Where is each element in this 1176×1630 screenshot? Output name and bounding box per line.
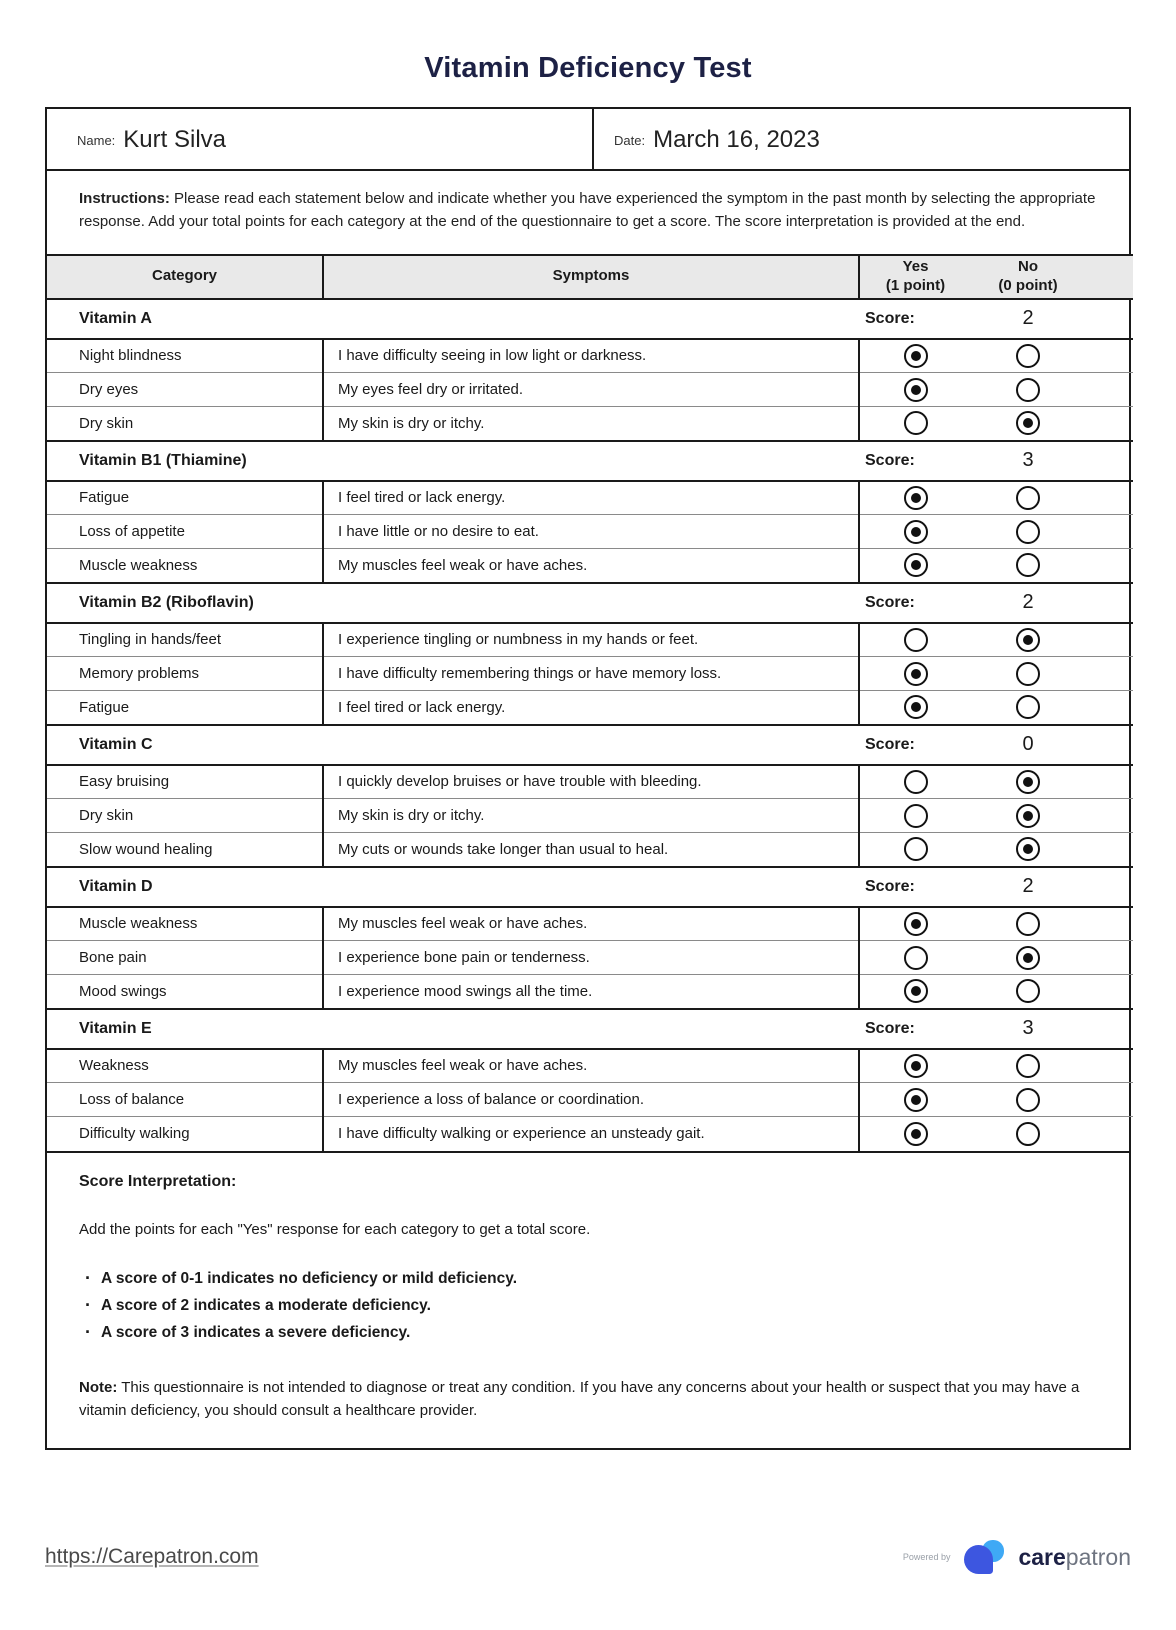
no-cell — [971, 941, 1133, 975]
interpretation-bullet: · A score of 2 indicates a moderate deficiency. — [79, 1297, 1097, 1315]
symptom-text: I quickly develop bruises or have trouble with bleeding. — [323, 765, 859, 799]
yes-radio[interactable] — [904, 486, 928, 510]
no-radio[interactable] — [1016, 662, 1040, 686]
yes-cell — [859, 623, 971, 657]
score-label: Score: — [859, 583, 971, 623]
page-title: Vitamin Deficiency Test — [424, 52, 752, 84]
section-name: Vitamin C — [47, 725, 859, 765]
header-yes-line1: Yes — [902, 257, 929, 275]
symptom-text: My muscles feel weak or have aches. — [323, 907, 859, 941]
section-header-row — [47, 583, 1133, 623]
symptom-row — [47, 373, 1133, 407]
header-no-line2: (0 point) — [998, 276, 1058, 294]
yes-radio[interactable] — [904, 1054, 928, 1078]
score-label: Score: — [859, 725, 971, 765]
no-cell — [971, 373, 1133, 407]
symptom-category: Difficulty walking — [47, 1117, 323, 1151]
yes-cell — [859, 515, 971, 549]
yes-radio[interactable] — [904, 837, 928, 861]
no-cell — [971, 907, 1133, 941]
no-radio[interactable] — [1016, 1088, 1040, 1112]
score-value: 2 — [971, 867, 1133, 907]
interpretation-bullet: · A score of 0-1 indicates no deficiency or mild deficiency. — [79, 1270, 1097, 1288]
symptom-text: I experience a loss of balance or coordination. — [323, 1083, 859, 1117]
yes-radio[interactable] — [904, 344, 928, 368]
symptom-row — [47, 623, 1133, 657]
yes-cell — [859, 833, 971, 867]
brand-patron-text: patron — [1065, 1543, 1131, 1570]
yes-cell — [859, 941, 971, 975]
symptom-category: Fatigue — [47, 481, 323, 515]
no-cell — [971, 1049, 1133, 1083]
yes-cell — [859, 407, 971, 441]
no-radio[interactable] — [1016, 979, 1040, 1003]
symptom-row — [47, 907, 1133, 941]
no-cell — [971, 1083, 1133, 1117]
no-radio[interactable] — [1016, 770, 1040, 794]
section-header-row — [47, 1009, 1133, 1049]
symptom-category: Dry eyes — [47, 373, 323, 407]
symptom-text: My skin is dry or itchy. — [323, 799, 859, 833]
no-cell — [971, 407, 1133, 441]
date-label: Date: — [614, 132, 646, 148]
yes-radio[interactable] — [904, 695, 928, 719]
name-label: Name: — [77, 132, 116, 148]
symptom-category: Dry skin — [47, 799, 323, 833]
no-radio[interactable] — [1016, 553, 1040, 577]
score-value: 2 — [971, 299, 1133, 339]
yes-cell — [859, 373, 971, 407]
no-radio[interactable] — [1016, 695, 1040, 719]
no-radio[interactable] — [1016, 344, 1040, 368]
symptom-text: I feel tired or lack energy. — [323, 481, 859, 515]
no-radio[interactable] — [1016, 946, 1040, 970]
symptom-text: I have difficulty remembering things or have memory loss. — [323, 657, 859, 691]
symptom-category: Muscle weakness — [47, 549, 323, 583]
symptom-category: Mood swings — [47, 975, 323, 1009]
brand-wordmark — [1018, 1544, 1131, 1571]
score-label: Score: — [859, 1009, 971, 1049]
yes-radio[interactable] — [904, 662, 928, 686]
no-radio[interactable] — [1016, 628, 1040, 652]
yes-cell — [859, 339, 971, 373]
score-value: 3 — [971, 1009, 1133, 1049]
yes-cell — [859, 549, 971, 583]
symptom-row — [47, 833, 1133, 867]
name-date-row — [47, 109, 1129, 171]
no-cell — [971, 515, 1133, 549]
interpretation-bullet: · A score of 3 indicates a severe deficiency. — [79, 1324, 1097, 1342]
no-radio[interactable] — [1016, 837, 1040, 861]
symptom-category: Weakness — [47, 1049, 323, 1083]
no-radio[interactable] — [1016, 804, 1040, 828]
yes-cell — [859, 907, 971, 941]
header-symptoms: Symptoms — [323, 255, 859, 299]
note-body: This questionnaire is not intended to diagnose or treat any condition. If you have any concerns about your health or suspect that you may have a vitamin deficiency, you should consult a healthcare provider. — [79, 1378, 1080, 1419]
yes-radio[interactable] — [904, 770, 928, 794]
symptom-text: I have little or no desire to eat. — [323, 515, 859, 549]
note-text — [79, 1376, 1097, 1423]
no-radio[interactable] — [1016, 486, 1040, 510]
score-label: Score: — [859, 867, 971, 907]
no-radio[interactable] — [1016, 912, 1040, 936]
symptom-text: My cuts or wounds take longer than usual to heal. — [323, 833, 859, 867]
yes-cell — [859, 799, 971, 833]
symptom-row — [47, 657, 1133, 691]
interpretation-bullet-list — [79, 1270, 1097, 1342]
interpretation-intro: Add the points for each "Yes" response for each category to get a total score. — [79, 1220, 591, 1238]
score-label: Score: — [859, 441, 971, 481]
form-container — [45, 107, 1131, 1450]
no-cell — [971, 833, 1133, 867]
yes-cell — [859, 975, 971, 1009]
symptom-category: Night blindness — [47, 339, 323, 373]
symptom-text: I have difficulty seeing in low light or darkness. — [323, 339, 859, 373]
score-value: 0 — [971, 725, 1133, 765]
no-radio[interactable] — [1016, 520, 1040, 544]
section-header-row — [47, 725, 1133, 765]
no-cell — [971, 765, 1133, 799]
symptom-text: My muscles feel weak or have aches. — [323, 549, 859, 583]
yes-cell — [859, 1049, 971, 1083]
note-label: Note: — [79, 1378, 118, 1396]
header-no — [971, 255, 1133, 299]
symptom-text: I experience tingling or numbness in my hands or feet. — [323, 623, 859, 657]
header-yes — [859, 255, 971, 299]
yes-cell — [859, 1083, 971, 1117]
score-value: 3 — [971, 441, 1133, 481]
section-header-row — [47, 299, 1133, 339]
no-cell — [971, 481, 1133, 515]
powered-by-label: Powered by — [902, 1552, 951, 1562]
symptom-category: Easy bruising — [47, 765, 323, 799]
no-cell — [971, 339, 1133, 373]
no-radio[interactable] — [1016, 1054, 1040, 1078]
yes-radio[interactable] — [904, 979, 928, 1003]
yes-radio[interactable] — [904, 378, 928, 402]
section-name: Vitamin E — [47, 1009, 859, 1049]
symptom-row — [47, 1117, 1133, 1151]
symptom-text: My eyes feel dry or irritated. — [323, 373, 859, 407]
symptom-row — [47, 799, 1133, 833]
symptom-category: Fatigue — [47, 691, 323, 725]
section-header-row — [47, 867, 1133, 907]
instructions-body: Please read each statement below and indicate whether you have experienced the symptom in the past month by selecting the appropriate response. Add your total points for each category at the end of the questionnaire to get a score. The score interpretation is provided at the end. — [79, 190, 1096, 231]
yes-cell — [859, 481, 971, 515]
header-category: Category — [47, 255, 323, 299]
no-cell — [971, 691, 1133, 725]
yes-radio[interactable] — [904, 411, 928, 435]
symptom-row — [47, 481, 1133, 515]
section-name: Vitamin D — [47, 867, 859, 907]
symptom-text: My skin is dry or itchy. — [323, 407, 859, 441]
section-header-row — [47, 441, 1133, 481]
symptom-row — [47, 339, 1133, 373]
no-cell — [971, 657, 1133, 691]
no-cell — [971, 623, 1133, 657]
yes-radio[interactable] — [904, 912, 928, 936]
symptom-row — [47, 407, 1133, 441]
table-header-row — [47, 255, 1133, 299]
yes-cell — [859, 1117, 971, 1151]
carepatron-link[interactable]: https://Carepatron.com — [45, 1545, 259, 1568]
symptom-category: Loss of balance — [47, 1083, 323, 1117]
yes-radio[interactable] — [904, 553, 928, 577]
instructions-label: Instructions: — [79, 190, 170, 207]
section-name: Vitamin A — [47, 299, 859, 339]
name-value[interactable]: Kurt Silva — [123, 126, 226, 153]
symptom-text: I experience mood swings all the time. — [323, 975, 859, 1009]
carepatron-brand — [903, 1538, 1131, 1576]
yes-cell — [859, 691, 971, 725]
symptom-text: My muscles feel weak or have aches. — [323, 1049, 859, 1083]
header-yes-line2: (1 point) — [885, 276, 946, 294]
name-field[interactable] — [47, 109, 592, 169]
no-radio[interactable] — [1016, 1122, 1040, 1146]
no-cell — [971, 1117, 1133, 1151]
score-value: 2 — [971, 583, 1133, 623]
symptom-text: I experience bone pain or tenderness. — [323, 941, 859, 975]
symptom-category: Muscle weakness — [47, 907, 323, 941]
no-radio[interactable] — [1016, 411, 1040, 435]
yes-cell — [859, 765, 971, 799]
symptom-text: I feel tired or lack energy. — [323, 691, 859, 725]
symptom-row — [47, 765, 1133, 799]
questionnaire-table — [47, 254, 1133, 1151]
header-no-line1: No — [1018, 257, 1038, 275]
date-field[interactable] — [592, 109, 1129, 169]
yes-radio[interactable] — [904, 520, 928, 544]
yes-radio[interactable] — [904, 1088, 928, 1112]
symptom-row — [47, 941, 1133, 975]
symptom-row — [47, 975, 1133, 1009]
symptom-category: Tingling in hands/feet — [47, 623, 323, 657]
symptom-category: Loss of appetite — [47, 515, 323, 549]
no-radio[interactable] — [1016, 378, 1040, 402]
logo-blob-dark — [964, 1545, 993, 1574]
symptom-category: Memory problems — [47, 657, 323, 691]
section-name: Vitamin B2 (Riboflavin) — [47, 583, 859, 623]
symptom-row — [47, 515, 1133, 549]
score-interpretation-section — [47, 1151, 1129, 1449]
symptom-row — [47, 1083, 1133, 1117]
date-value[interactable]: March 16, 2023 — [653, 126, 820, 153]
page-footer — [45, 1538, 1131, 1576]
symptom-text: I have difficulty walking or experience an unsteady gait. — [323, 1117, 859, 1151]
no-cell — [971, 799, 1133, 833]
symptom-row — [47, 549, 1133, 583]
brand-care-text: care — [1018, 1543, 1066, 1570]
symptom-row — [47, 1049, 1133, 1083]
symptom-row — [47, 691, 1133, 725]
symptom-category: Slow wound healing — [47, 833, 323, 867]
score-label: Score: — [859, 299, 971, 339]
instructions-text — [47, 171, 1129, 254]
yes-radio[interactable] — [904, 804, 928, 828]
symptom-category: Dry skin — [47, 407, 323, 441]
interpretation-heading: Score Interpretation: — [79, 1172, 237, 1190]
symptom-category: Bone pain — [47, 941, 323, 975]
carepatron-logo-icon — [962, 1538, 1008, 1576]
yes-cell — [859, 657, 971, 691]
no-cell — [971, 975, 1133, 1009]
no-cell — [971, 549, 1133, 583]
section-name: Vitamin B1 (Thiamine) — [47, 441, 859, 481]
yes-radio[interactable] — [904, 1122, 928, 1146]
yes-radio[interactable] — [904, 628, 928, 652]
yes-radio[interactable] — [904, 946, 928, 970]
